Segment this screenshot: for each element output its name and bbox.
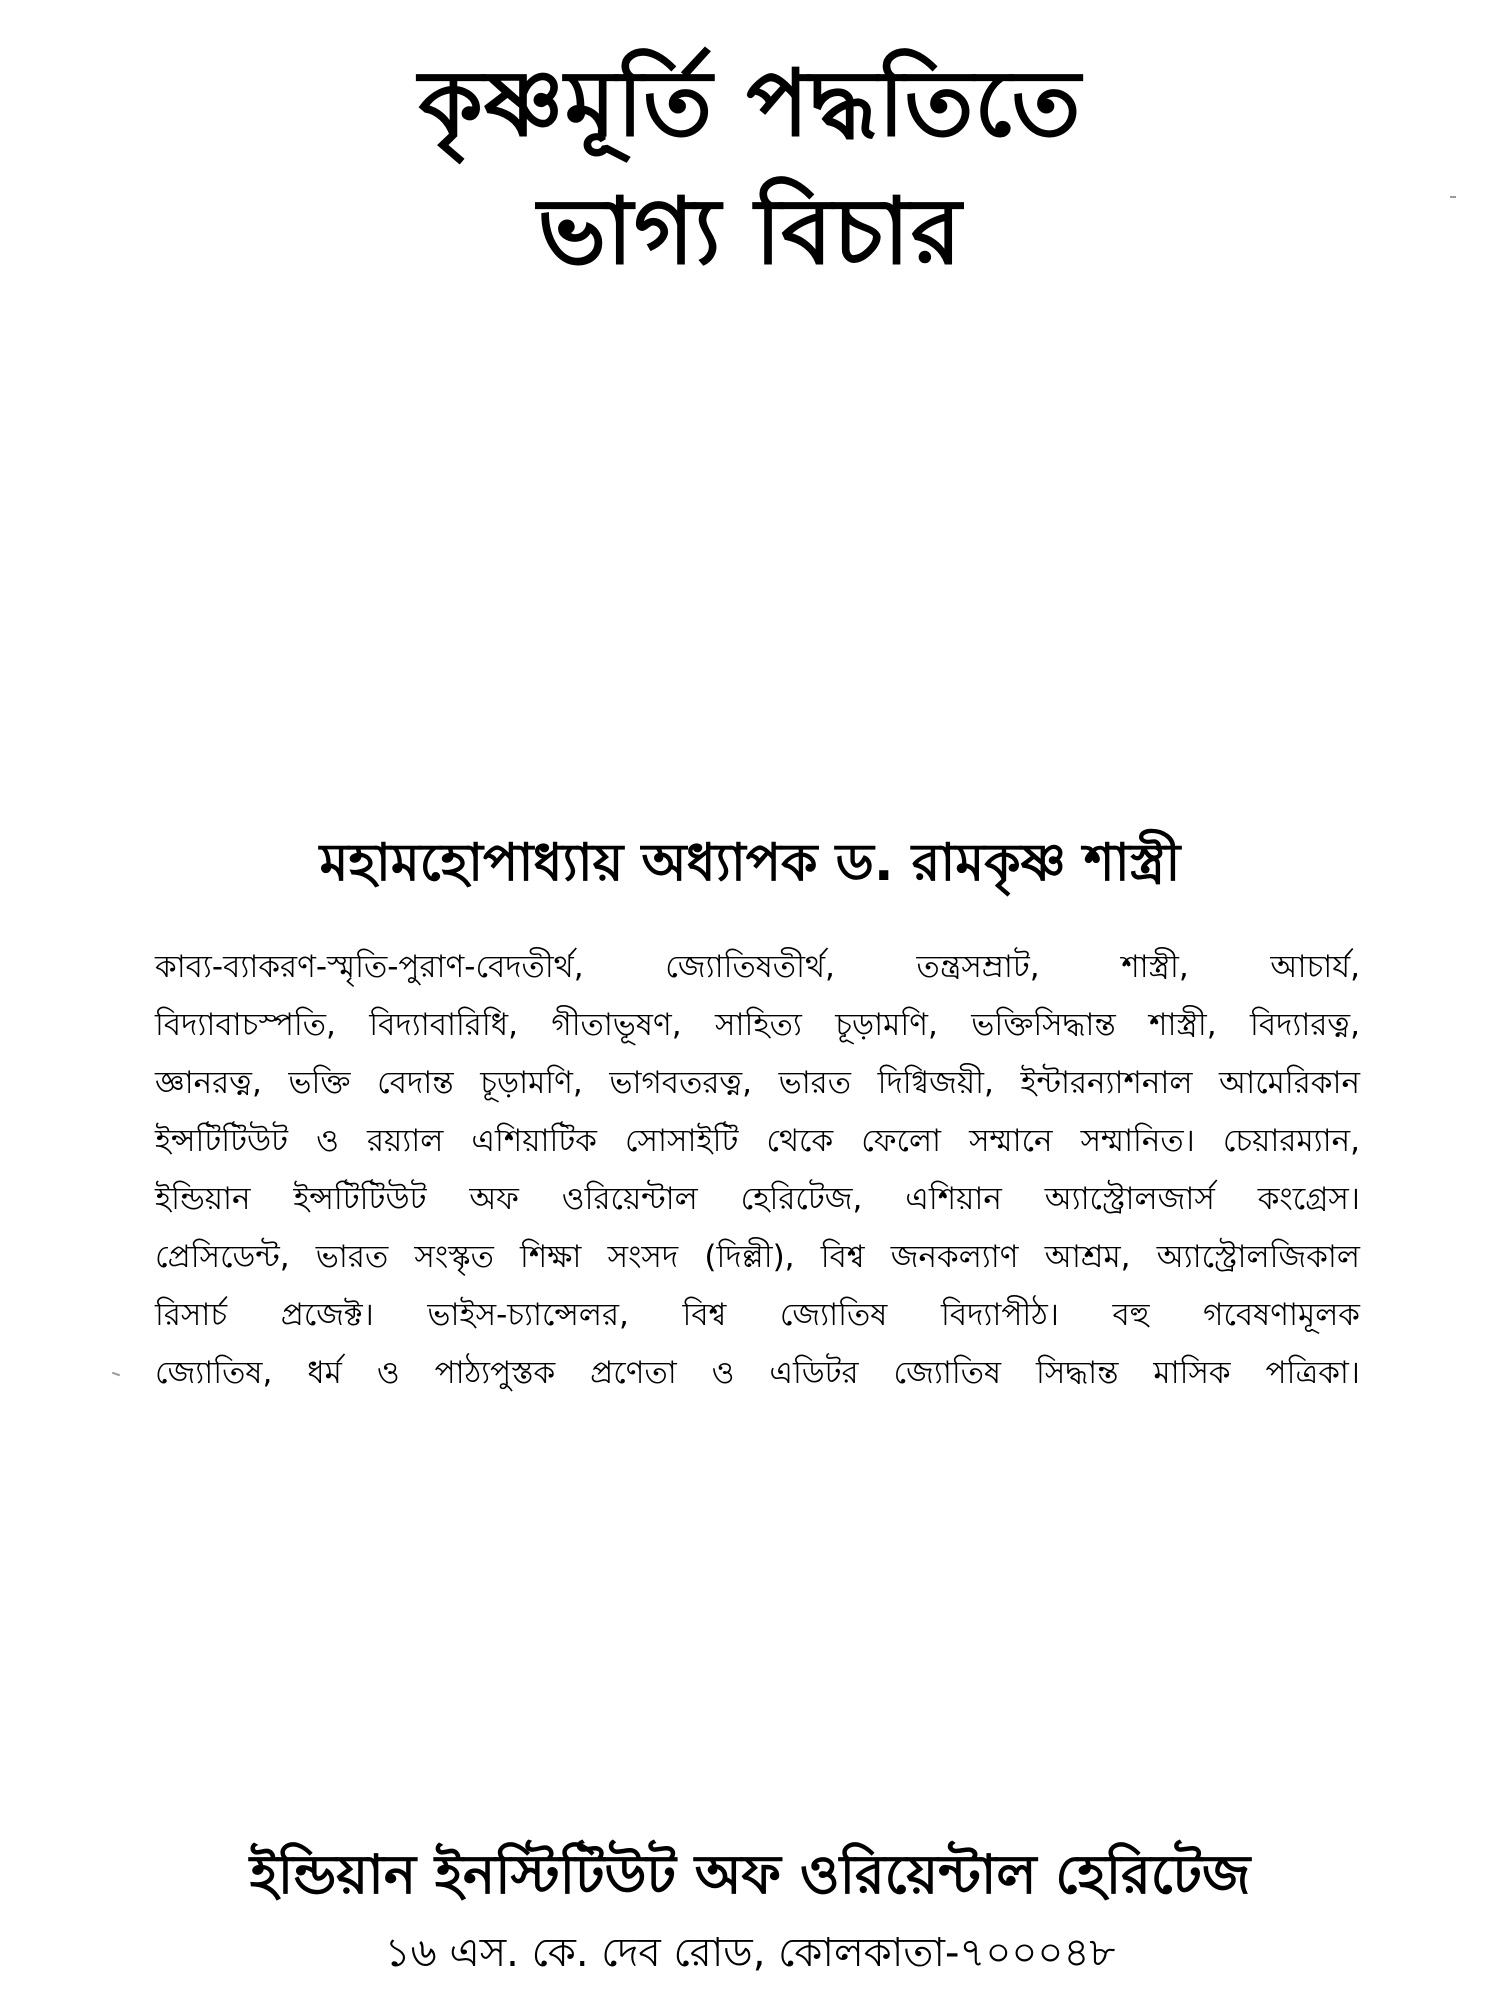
credentials-line: রিসার্চ প্রজেক্ট। ভাইস-চ্যান্সেলর, বিশ্ব জ্যোতিষ বিদ্যাপীঠ। বহু গবেষণামূলক (155, 1297, 1360, 1333)
book-title-line-2: ভাগ্য বিচার (537, 178, 963, 285)
credentials-line: জ্ঞানরত্ন, ভক্তি বেদান্ত চূড়ামণি, ভাগবতরত্ন, ভারত দিগ্বিজয়ী, ইন্টারন্যাশনাল আমেরিকান (155, 1065, 1360, 1101)
book-title-line-1: কৃষ্ণমূর্তি পদ্ধতিতে (418, 50, 1082, 157)
credentials-line: প্রেসিডেন্ট, ভারত সংস্কৃত শিক্ষা সংসদ (দিল্লী), বিশ্ব জনকল্যাণ আশ্রম, অ্যাস্ট্রোলজিকাল (155, 1239, 1360, 1275)
scan-speck (112, 1372, 120, 1377)
scan-speck (1450, 196, 1456, 198)
credentials-line: ইন্সটিটিউট ও রয়্যাল এশিয়াটিক সোসাইটি থেকে ফেলো সম্মানে সম্মানিত। চেয়ারম্যান, (155, 1123, 1360, 1159)
author-credentials (155, 938, 1360, 1402)
credentials-line: জ্যোতিষ, ধর্ম ও পাঠ্যপুস্তক প্রণেতা ও এডিটর জ্যোতিষ সিদ্ধান্ত মাসিক পত্রিকা। (155, 1355, 1360, 1391)
credentials-line: ইন্ডিয়ান ইন্সটিটিউট অফ ওরিয়েন্টাল হেরিটেজ, এশিয়ান অ্যাস্ট্রোলজার্স কংগ্রেস। (155, 1181, 1360, 1217)
author-name: মহামহোপাধ্যায় অধ্যাপক ড. রামকৃষ্ণ শাস্ত্রী (319, 833, 1181, 893)
book-title (0, 40, 1500, 296)
credentials-line: কাব্য-ব্যাকরণ-স্মৃতি-পুরাণ-বেদতীর্থ, জ্যোতিষতীর্থ, তন্ত্রসম্রাট, শাস্ত্রী, আচার্য, (155, 949, 1360, 985)
publisher-address: ১৬ এস. কে. দেব রোড, কোলকাতা-৭০০০৪৮ (384, 1930, 1116, 1976)
publisher-name: ইন্ডিয়ান ইনস্টিটিউট অফ ওরিয়েন্টাল হেরিটেজ (249, 1843, 1251, 1906)
credentials-line: বিদ্যাবাচস্পতি, বিদ্যাবারিধি, গীতাভূষণ, সাহিত্য চূড়ামণি, ভক্তিসিদ্ধান্ত শাস্ত্রী, বিদ্যারত্ন, (155, 1007, 1360, 1043)
